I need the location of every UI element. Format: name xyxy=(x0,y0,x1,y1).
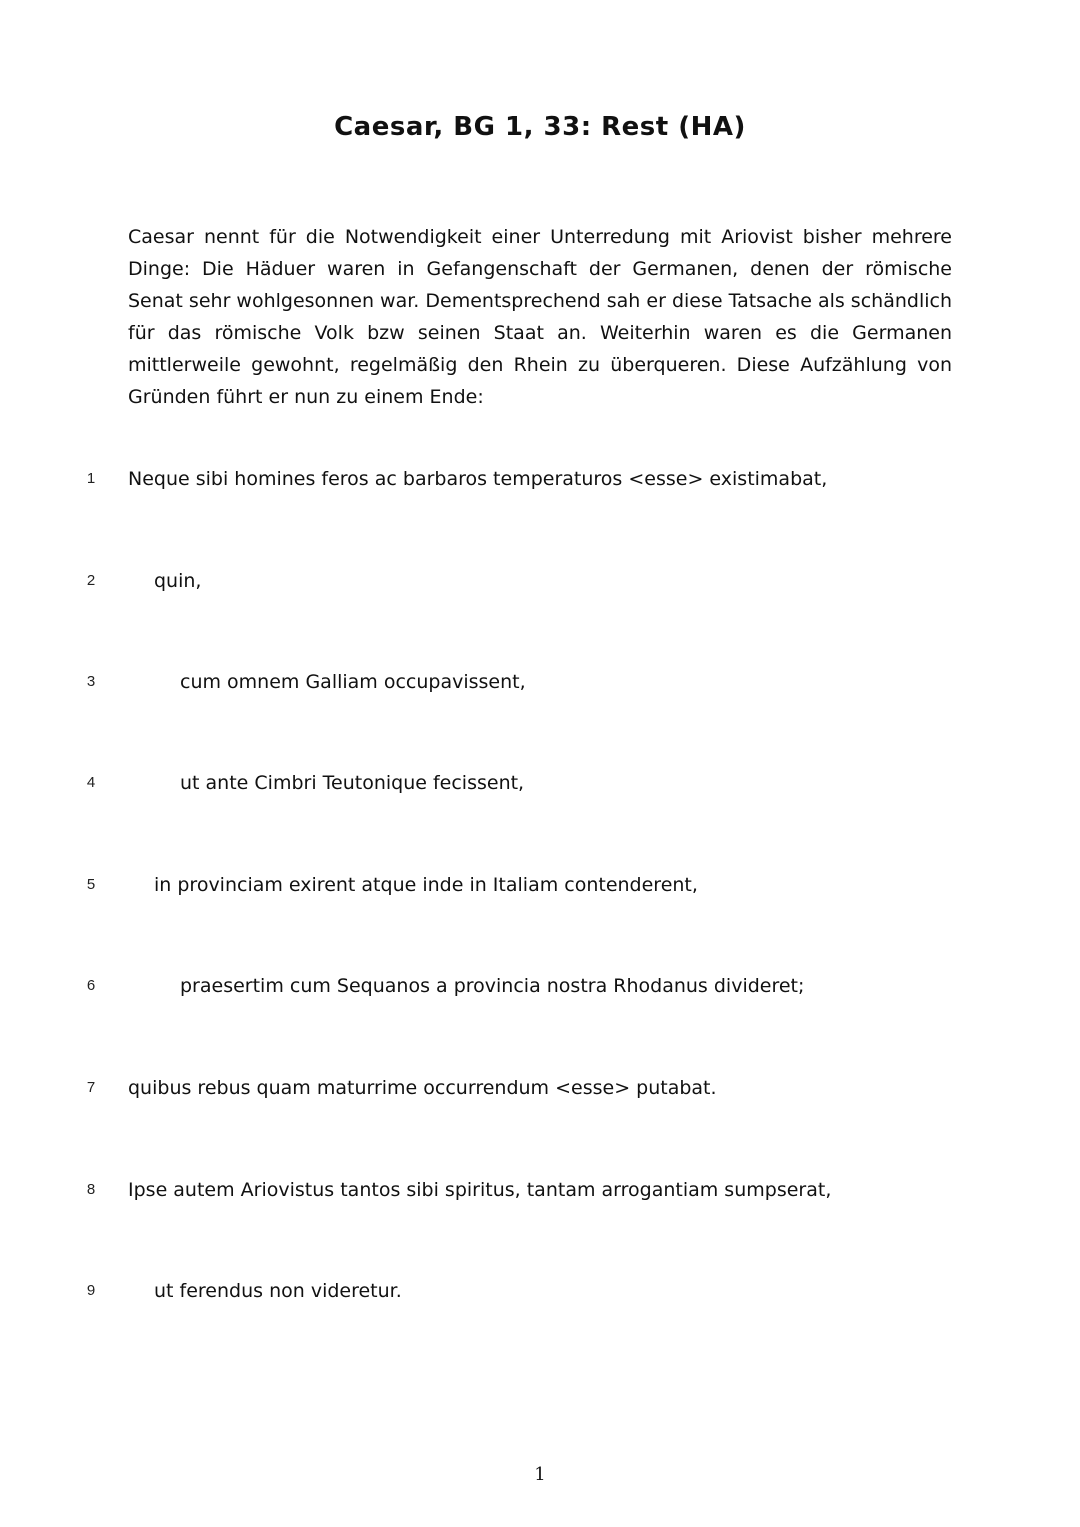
text-line-6 xyxy=(0,971,1080,1001)
text-line-2 xyxy=(0,566,1080,596)
line-number: 1 xyxy=(86,470,96,487)
line-text: praesertim cum Sequanos a provincia nostra Rhodanus divideret; xyxy=(180,975,805,997)
line-number: 3 xyxy=(86,673,96,690)
page-number: 1 xyxy=(534,1464,546,1485)
line-text: quibus rebus quam maturrime occurrendum <esse> putabat. xyxy=(128,1077,717,1099)
text-line-4 xyxy=(0,768,1080,798)
text-line-8 xyxy=(0,1175,1080,1205)
document-title: Caesar, BG 1, 33: Rest (HA) xyxy=(334,112,746,142)
line-number: 2 xyxy=(86,572,96,589)
text-line-5 xyxy=(0,870,1080,900)
line-text: quin, xyxy=(154,570,202,592)
line-text: cum omnem Galliam occupavissent, xyxy=(180,671,526,693)
line-text: ut ferendus non videretur. xyxy=(154,1280,402,1302)
line-text: Neque sibi homines feros ac barbaros temperaturos <esse> existimabat, xyxy=(128,468,828,490)
line-number: 4 xyxy=(86,774,96,791)
line-text: in provinciam exirent atque inde in Italiam contenderent, xyxy=(154,874,698,896)
text-line-9 xyxy=(0,1276,1080,1306)
text-line-3 xyxy=(0,667,1080,697)
line-text: Ipse autem Ariovistus tantos sibi spiritus, tantam arrogantiam sumpserat, xyxy=(128,1179,832,1201)
line-number: 5 xyxy=(86,876,96,893)
line-number: 7 xyxy=(86,1079,96,1096)
line-number: 8 xyxy=(86,1181,96,1198)
line-number: 9 xyxy=(86,1282,96,1299)
line-number: 6 xyxy=(86,977,96,994)
text-line-1 xyxy=(0,464,1080,494)
text-line-7 xyxy=(0,1073,1080,1103)
line-text: ut ante Cimbri Teutonique fecissent, xyxy=(180,772,525,794)
intro-paragraph: Caesar nennt für die Notwendigkeit einer Unterredung mit Ariovist bisher mehrere Dinge: Die Häduer waren in Gefangenschaft der Germanen, denen der römische Senat sehr wohlgesonnen war. Dementsprechend sah er diese Tatsache als schändlich für das römische Volk bzw seinen Staat an. Weiterhin waren es die Germanen mittlerweile gewohnt, regelmäßig den Rhein zu überqueren. Diese Aufzählung von Gründen führt er nun zu einem Ende: xyxy=(128,226,952,408)
